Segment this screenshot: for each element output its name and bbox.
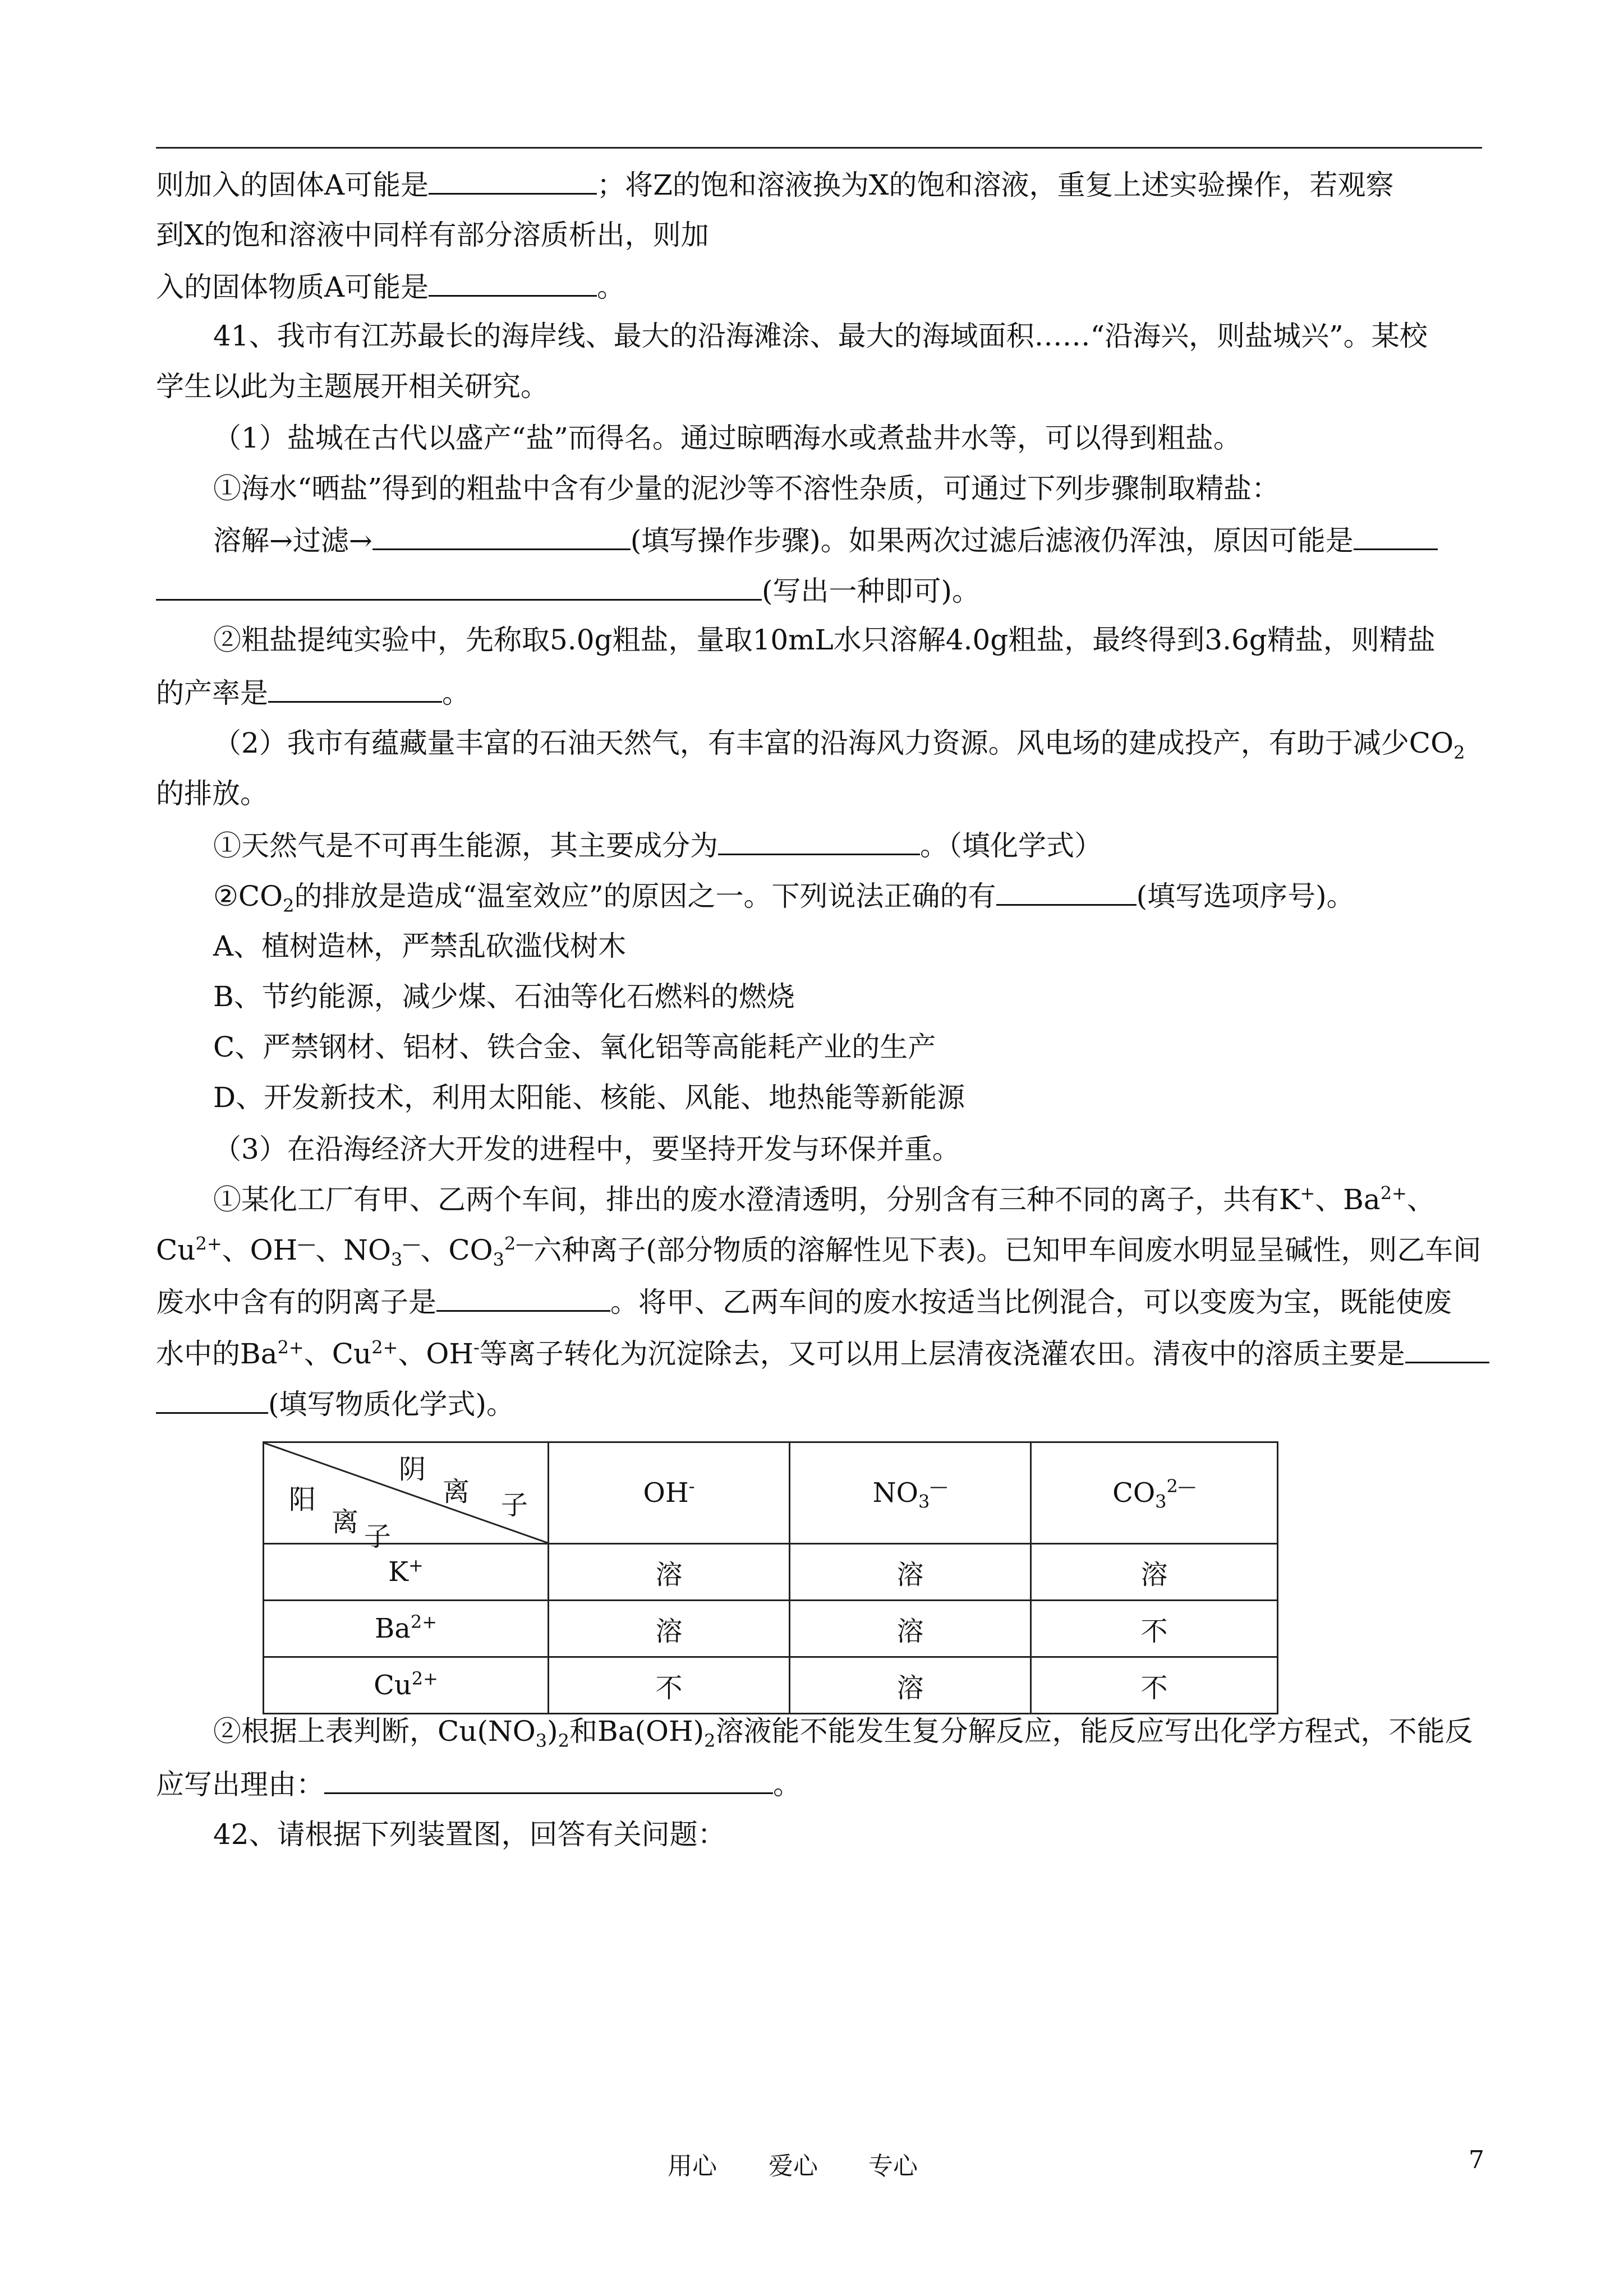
text: 。	[773, 1768, 801, 1801]
subscript: 3	[1155, 1491, 1167, 1513]
text: 水中的Ba	[156, 1338, 278, 1370]
text: 应写出理由：	[156, 1768, 324, 1801]
subscript: 2	[704, 1730, 716, 1751]
superscript: —	[930, 1476, 948, 1497]
answer-blank[interactable]	[429, 266, 597, 297]
text-line	[213, 620, 1482, 660]
text: ；将Z的饱和溶液换为X的饱和溶液，重复上述实验操作，若观察	[597, 169, 1394, 201]
option-d	[213, 1078, 1482, 1117]
text: K	[388, 1556, 409, 1588]
text: ①天然气是不可再生能源，其主要成分为	[213, 829, 718, 862]
text: 溶液能不能发生复分解反应，能反应写出化学方程式，不能反	[715, 1715, 1473, 1748]
answer-blank[interactable]	[372, 519, 631, 550]
text: (填写操作步骤)。如果两次过滤后滤液仍浑浊，原因可能是	[630, 524, 1354, 557]
text: 的排放是造成“温室效应”的原因之一。下列说法正确的有	[294, 880, 996, 912]
answer-blank[interactable]	[436, 1281, 610, 1312]
text: 到X的饱和溶液中同样有部分溶质析出，则加	[156, 219, 709, 251]
text: 、Ba	[1315, 1183, 1381, 1216]
header-rule	[156, 147, 1482, 149]
text: Cu	[156, 1234, 196, 1266]
text: (填写物质化学式)。	[268, 1388, 515, 1421]
text: OH	[643, 1477, 689, 1509]
cation-cell	[264, 1544, 549, 1601]
table-cell: 溶	[790, 1544, 1031, 1601]
text: 则加入的固体A可能是	[156, 169, 429, 201]
text: 41、我市有江苏最长的海岸线、最大的沿海滩涂、最大的海域面积……“沿海兴，则盐城兴”。某校	[213, 320, 1428, 352]
text-line	[156, 1333, 1482, 1373]
table-row	[264, 1601, 1278, 1657]
text-line	[156, 672, 1482, 713]
subscript: 3	[918, 1491, 930, 1513]
superscript: —	[297, 1233, 316, 1255]
superscript: +	[408, 1555, 424, 1576]
superscript: -	[688, 1476, 695, 1497]
text: (写出一种即可)。	[762, 575, 981, 607]
cation-cell	[264, 1601, 549, 1657]
superscript: 2—	[504, 1233, 534, 1255]
text-line	[213, 1712, 1482, 1751]
question-41	[213, 316, 1482, 356]
table-cell: 不	[549, 1657, 790, 1714]
subscript: 2	[283, 895, 295, 916]
text: 的排放。	[156, 777, 268, 810]
answer-blank[interactable]	[996, 875, 1137, 906]
text: A、植树造林，严禁乱砍滥伐树木	[213, 930, 627, 962]
text: ②根据上表判断，Cu(NO	[213, 1715, 536, 1748]
footer-text: 专心	[868, 2152, 918, 2180]
corner-label: 子	[501, 1490, 528, 1521]
text: 42、请根据下列装置图，回答有关问题：	[213, 1818, 726, 1851]
superscript: 2+	[1380, 1182, 1407, 1204]
anion-header	[549, 1442, 790, 1544]
text: B、节约能源，减少煤、石油等化石燃料的燃烧	[213, 980, 795, 1013]
text: 学生以此为主题展开相关研究。	[156, 370, 549, 403]
text-line	[213, 875, 1482, 916]
text: 溶解→过滤→	[213, 524, 372, 557]
text: C、严禁钢材、铝材、铁合金、氧化铝等高能耗产业的生产	[213, 1031, 936, 1063]
text: ①某化工厂有甲、乙两个车间，排出的废水澄清透明，分别含有三种不同的离子，共有K	[213, 1183, 1300, 1216]
text: （2）我市有蕴藏量丰富的石油天然气，有丰富的沿海风力资源。风电场的建成投产，有助于减少CO	[213, 727, 1454, 759]
text: 。将甲、乙两车间的废水按适当比例混合，可以变废为宝，既能使废	[610, 1286, 1452, 1318]
subscript: 2	[1453, 742, 1465, 763]
answer-blank[interactable]	[429, 164, 597, 195]
table-cell: 不	[1031, 1657, 1278, 1714]
text: 、CO	[420, 1234, 493, 1266]
text: 。	[442, 677, 470, 709]
superscript: 2+	[410, 1611, 438, 1633]
text: 的产率是	[156, 677, 268, 709]
table-cell: 溶	[549, 1601, 790, 1657]
subscript: 3	[493, 1249, 504, 1270]
page-number: 7	[1469, 2146, 1484, 2174]
table-cell: 溶	[549, 1544, 790, 1601]
text: （1）盐城在古代以盛产“盐”而得名。通过晾晒海水或煮盐井水等，可以得到粗盐。	[213, 422, 1241, 454]
text: NO	[872, 1477, 918, 1509]
answer-blank[interactable]	[718, 824, 920, 855]
superscript: —	[402, 1233, 421, 1255]
answer-blank[interactable]	[156, 1383, 268, 1414]
text-line	[156, 1230, 1482, 1270]
corner-label: 阳	[289, 1484, 316, 1515]
text-line	[156, 215, 1482, 255]
table-row	[264, 1544, 1278, 1601]
superscript: 2—	[1166, 1476, 1196, 1497]
text: 六种离子(部分物质的溶解性见下表)。已知甲车间废水明显呈碱性，则乙车间	[533, 1234, 1482, 1266]
text: Ba	[374, 1613, 411, 1644]
text: 和Ba(OH)	[569, 1715, 705, 1748]
text: 、	[1406, 1183, 1435, 1216]
corner-label: 子	[364, 1521, 392, 1552]
table-cell: 不	[1031, 1601, 1278, 1657]
text: CO	[1112, 1477, 1156, 1509]
option-b	[213, 977, 1482, 1016]
table-cell: 溶	[790, 1601, 1031, 1657]
text: )	[547, 1715, 558, 1748]
text-line	[213, 824, 1482, 865]
corner-label: 阴	[399, 1454, 426, 1485]
table-header-row	[264, 1442, 1278, 1544]
text: ②CO	[213, 880, 283, 912]
text-line	[213, 723, 1482, 763]
corner-label: 离	[443, 1476, 470, 1507]
cation-cell	[264, 1657, 549, 1714]
text: Cu	[374, 1670, 412, 1701]
answer-blank[interactable]	[1354, 519, 1438, 550]
text: ②粗盐提纯实验中，先称取5.0g粗盐，量取10mL水只溶解4.0g粗盐，最终得到3.6g精盐，则精盐	[213, 624, 1436, 656]
text: 、OH	[222, 1234, 298, 1266]
subscript: 3	[535, 1730, 548, 1751]
answer-blank[interactable]	[156, 570, 762, 601]
superscript: 2+	[195, 1233, 222, 1255]
text: 等离子转化为沉淀除去，又可以用上层清夜浇灌农田。清夜中的溶质主要是	[479, 1338, 1405, 1370]
answer-blank[interactable]	[324, 1763, 773, 1794]
solubility-table	[263, 1441, 1278, 1714]
superscript: +	[1300, 1182, 1315, 1204]
text: 入的固体物质A可能是	[156, 271, 429, 303]
table-row	[264, 1657, 1278, 1714]
text-line	[213, 469, 1482, 508]
text-line	[156, 774, 1482, 813]
text-line	[213, 519, 1482, 560]
text-line	[213, 418, 1482, 458]
question-42	[213, 1815, 1482, 1854]
text: (填写选项序号)。	[1136, 880, 1355, 912]
table-cell: 溶	[1031, 1544, 1278, 1601]
table-cell: 溶	[790, 1657, 1031, 1714]
superscript: 2+	[371, 1336, 398, 1358]
footer-text: 用心	[668, 2152, 717, 2180]
table-corner-cell	[264, 1442, 549, 1552]
text-line	[156, 1383, 1482, 1424]
text-line	[156, 367, 1482, 406]
text-line	[156, 1281, 1482, 1322]
option-a	[213, 926, 1482, 966]
subscript: 2	[558, 1730, 569, 1751]
text: 废水中含有的阴离子是	[156, 1286, 436, 1318]
corner-label: 离	[332, 1506, 359, 1538]
text: 、Cu	[303, 1338, 372, 1370]
subscript: 3	[391, 1249, 403, 1270]
text: ①海水“晒盐”得到的粗盐中含有少量的泥沙等不溶性杂质，可通过下列步骤制取精盐：	[213, 472, 1280, 505]
text: （3）在沿海经济大开发的进程中，要坚持开发与环保并重。	[213, 1133, 960, 1165]
answer-blank[interactable]	[268, 672, 442, 703]
text-line	[156, 570, 1482, 611]
text-line	[213, 1180, 1482, 1219]
text: 。	[597, 271, 625, 303]
option-c	[213, 1027, 1482, 1067]
text-line	[156, 266, 1482, 307]
text-line	[213, 1129, 1482, 1169]
anion-header	[1031, 1442, 1278, 1544]
text-line	[156, 164, 1482, 205]
answer-blank[interactable]	[1405, 1333, 1489, 1363]
superscript: 2+	[277, 1336, 304, 1358]
anion-header	[790, 1442, 1031, 1544]
text: 、OH	[398, 1338, 473, 1370]
text: 、NO	[315, 1234, 391, 1266]
text: D、开发新技术，利用太阳能、核能、风能、地热能等新能源	[213, 1081, 965, 1114]
text-line	[156, 1763, 1482, 1804]
superscript: -	[473, 1336, 480, 1358]
superscript: 2+	[411, 1668, 438, 1689]
text: 。（填化学式）	[920, 829, 1102, 862]
footer-text: 爱心	[769, 2152, 818, 2180]
